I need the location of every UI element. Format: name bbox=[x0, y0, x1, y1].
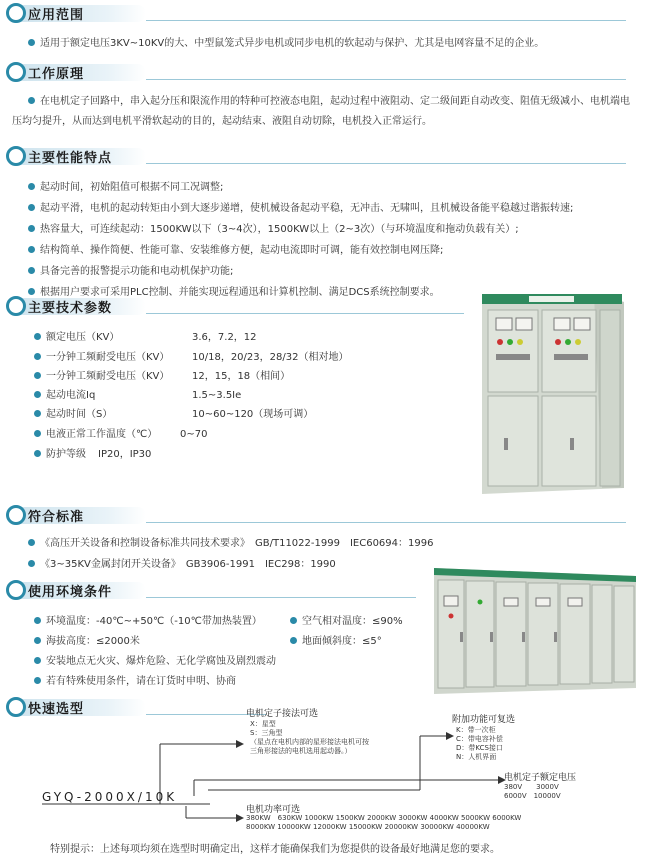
param-row: 起动时间（S） 10~60~120（现场可调） bbox=[34, 405, 313, 420]
env-site: 安装地点无火灾、爆炸危险、无化学腐蚀及剧烈震动 bbox=[34, 652, 276, 667]
ring-icon bbox=[6, 296, 26, 316]
ring-icon bbox=[6, 146, 26, 166]
feature-item: 根据用户要求可采用PLC控制、并能实现远程通迅和计算机控制、满足DCS系统控制要求。 bbox=[28, 283, 440, 298]
bullet-icon bbox=[28, 225, 35, 232]
bullet-icon bbox=[28, 97, 35, 104]
feature-item: 起动时间，初始阻值可根据不同工况调整; bbox=[28, 178, 223, 193]
cabinet-photo-row bbox=[430, 562, 640, 696]
extra-n: N：人机界面 bbox=[456, 753, 497, 761]
section-title: 使用环境条件 bbox=[28, 585, 113, 600]
power-2: 8000KW 10000KW 12000KW 15000KW 20000KW 30000KW 40000KW bbox=[246, 823, 490, 831]
feature-item: 热容量大，可连续起动：1500KW以下（3~4次），1500KW以上（2~3次）（与环境温度和拖动负载有关）; bbox=[28, 220, 519, 235]
section-title: 主要技术参数 bbox=[28, 301, 113, 316]
section-header-environment bbox=[6, 580, 426, 602]
bullet-icon bbox=[290, 617, 297, 624]
feature-item: 起动平滑，电机的起动转矩由小到大逐步递增，使机械设备起动平稳，无冲击、无啸叫，且机械设备能平稳越过谐振转速; bbox=[28, 199, 573, 214]
cabinet-photo-front bbox=[474, 288, 630, 496]
param-row: 一分钟工频耐受电压（KV） 12，15，18（相间） bbox=[34, 367, 290, 382]
env-temp: 环境温度：-40℃~+50℃（-10℃带加热装置） bbox=[34, 612, 262, 627]
bullet-icon bbox=[34, 333, 41, 340]
bullet-icon bbox=[34, 617, 41, 624]
standard-item: 《高压开关设备和控制设备标准共同技术要求》 GB/T11022-1999 IEC60694：1996 bbox=[28, 534, 433, 549]
extra-d: D：带KCS接口 bbox=[456, 744, 503, 752]
voltage-1: 380V 3000V bbox=[504, 783, 559, 791]
standard-item: 《3~35KV金属封闭开关设备》 GB3906-1991 IEC298：1990 bbox=[28, 555, 336, 570]
bullet-icon bbox=[34, 430, 41, 437]
bullet-icon bbox=[28, 183, 35, 190]
param-row: 电液正常工作温度（℃） 0~70 bbox=[34, 425, 207, 440]
section-header-application bbox=[6, 3, 636, 25]
voltage-2: 6000V 10000V bbox=[504, 792, 561, 800]
section-header-params bbox=[6, 296, 466, 318]
bullet-icon bbox=[34, 391, 41, 398]
section-header-standards bbox=[6, 505, 636, 527]
env-humidity: 空气相对温度：≤90% bbox=[290, 612, 403, 627]
param-row: 防护等级 IP20，IP30 bbox=[34, 445, 151, 460]
section-title: 应用范围 bbox=[28, 8, 85, 23]
bullet-icon bbox=[28, 288, 35, 295]
model-code: GYQ-2000X/10K bbox=[42, 790, 178, 804]
bullet-icon bbox=[34, 372, 41, 379]
stator-x: X：星型 bbox=[250, 720, 276, 728]
feature-item: 结构简单、操作简便、性能可靠、安装维修方便，起动电流即时可调，能有效控制电网压降; bbox=[28, 241, 443, 256]
ring-icon bbox=[6, 505, 26, 525]
stator-note-1: （星点在电机内部的星形接法电机可按 bbox=[250, 738, 369, 746]
extra-c: C：带电容补偿 bbox=[456, 735, 503, 743]
bullet-icon bbox=[34, 677, 41, 684]
bullet-icon bbox=[28, 539, 35, 546]
special-note: 特别提示：上述每项均须在选型时明确定出，这样才能确保我们为您提供的设备最好地满足您的要求。 bbox=[50, 844, 500, 855]
bullet-icon bbox=[28, 39, 35, 46]
env-special: 若有特殊使用条件，请在订货时申明、协商 bbox=[34, 672, 236, 687]
bullet-icon bbox=[28, 204, 35, 211]
bullet-icon bbox=[34, 410, 41, 417]
bullet-icon bbox=[28, 246, 35, 253]
ring-icon bbox=[6, 580, 26, 600]
application-text: 适用于额定电压3KV~10KV的大、中型鼠笼式异步电机或同步电机的软起动与保护、尤其是电网容量不足的企业。 bbox=[28, 34, 544, 49]
bullet-icon bbox=[34, 450, 41, 457]
extra-k: K：带一次柜 bbox=[456, 726, 496, 734]
env-slope: 地面倾斜度：≤5° bbox=[290, 632, 382, 647]
power-title: 电机功率可选 bbox=[246, 805, 301, 815]
param-row: 起动电流Iq 1.5~3.5Ie bbox=[34, 386, 241, 401]
bullet-icon bbox=[290, 637, 297, 644]
param-row: 额定电压（KV） 3.6，7.2，12 bbox=[34, 328, 257, 343]
stator-s: S：三角型 bbox=[250, 729, 283, 737]
ring-icon bbox=[6, 3, 26, 23]
principle-text: 在电机定子回路中，串入起分压和限流作用的特种可控液态电阻，起动过程中液阻动、定二级间距自动改变、阻值无级减小、电机端电压均匀提升，从而达到电机平滑软起动的目的，起动结束、液阻自动切除，电机投入正常运行。 bbox=[12, 96, 630, 127]
bullet-icon bbox=[28, 267, 35, 274]
voltage-title: 电机定子额定电压 bbox=[504, 773, 577, 783]
bullet-icon bbox=[28, 560, 35, 567]
section-header-principle bbox=[6, 62, 636, 84]
extra-title: 附加功能可复选 bbox=[452, 715, 516, 725]
ring-icon bbox=[6, 62, 26, 82]
env-altitude: 海拔高度：≤2000米 bbox=[34, 632, 140, 647]
bullet-icon bbox=[34, 637, 41, 644]
bullet-icon bbox=[34, 657, 41, 664]
stator-title: 电机定子接法可选 bbox=[246, 709, 319, 719]
section-title: 快速选型 bbox=[28, 702, 85, 717]
section-title: 工作原理 bbox=[28, 67, 85, 82]
feature-item: 具备完善的报警提示功能和电动机保护功能; bbox=[28, 262, 233, 277]
section-title: 主要性能特点 bbox=[28, 151, 113, 166]
bullet-icon bbox=[34, 353, 41, 360]
power-1: 380KW 630KW 1000KW 1500KW 2000KW 3000KW 4000KW 5000KW 6000KW bbox=[246, 814, 522, 822]
stator-note-2: 三角形接法的电机选用起动器。） bbox=[250, 747, 352, 755]
section-header-features bbox=[6, 146, 636, 168]
param-row: 一分钟工频耐受电压（KV） 10/18，20/23，28/32（相对地） bbox=[34, 348, 348, 363]
section-title: 符合标准 bbox=[28, 510, 85, 525]
